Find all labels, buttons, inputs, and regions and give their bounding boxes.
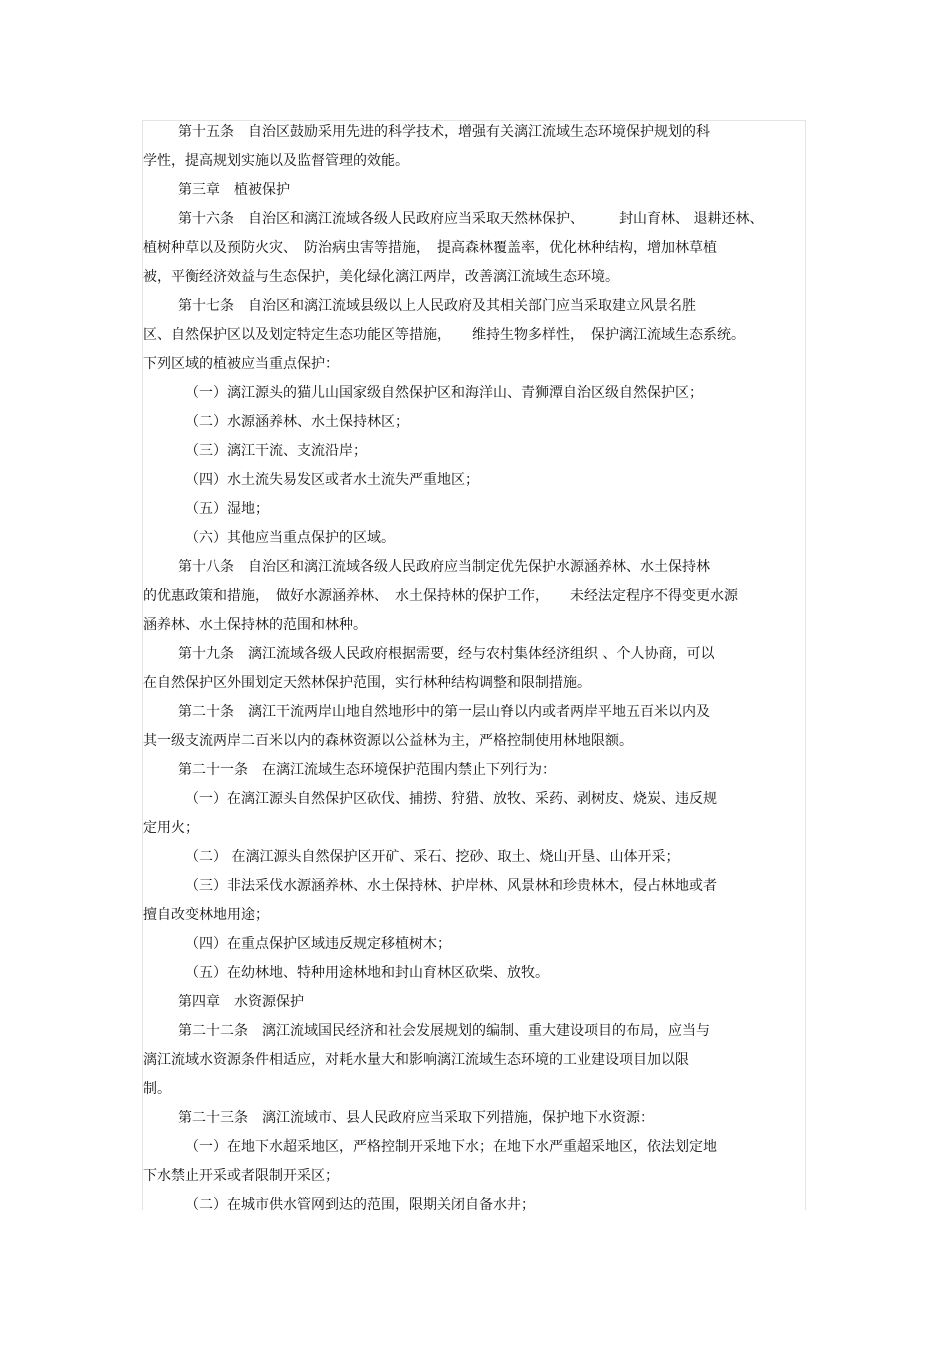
article-23-line-1: 第二十三条 漓江流域市、县人民政府应当采取下列措施，保护地下水资源： xyxy=(178,1110,654,1126)
article-17-item-6: （六）其他应当重点保护的区域。 xyxy=(185,530,395,546)
chapter-4-heading: 第四章 水资源保护 xyxy=(178,994,304,1010)
article-22-line-2: 漓江流域水资源条件相适应，对耗水量大和影响漓江流域生态环境的工业建设项目加以限 xyxy=(143,1052,689,1068)
article-19-line-1: 第十九条 漓江流域各级人民政府根据需要，经与农村集体经济组织 、个人协商，可以 xyxy=(178,646,715,662)
article-21-item-1-line-2: 定用火； xyxy=(143,820,199,836)
article-17-item-3: （三）漓江干流、支流沿岸； xyxy=(185,443,367,459)
article-21-item-5: （五）在幼林地、特种用途林地和封山育林区砍柴、放牧。 xyxy=(185,965,549,981)
article-22-line-3: 制。 xyxy=(143,1081,171,1097)
article-17-item-1: （一）漓江源头的猫儿山国家级自然保护区和海洋山、青狮潭自治区级自然保护区； xyxy=(185,385,703,401)
article-17-item-4: （四）水土流失易发区或者水土流失严重地区； xyxy=(185,472,479,488)
article-21-item-3-line-1: （三）非法采伐水源涵养林、水土保持林、护岸林、风景林和珍贵林木，侵占林地或者 xyxy=(185,878,717,894)
article-15-line-1: 第十五条 自治区鼓励采用先进的科学技术，增强有关漓江流域生态环境保护规划的科 xyxy=(178,124,710,140)
article-17-item-5: （五）湿地； xyxy=(185,501,269,517)
article-21-item-3-line-2: 擅自改变林地用途； xyxy=(143,907,269,923)
article-17-line-2: 区、自然保护区以及划定特定生态功能区等措施， 维持生物多样性， 保护漓江流域生态系统。 xyxy=(143,327,745,343)
article-21-item-1-line-1: （一）在漓江源头自然保护区砍伐、捕捞、狩猎、放牧、采药、剥树皮、烧炭、违反规 xyxy=(185,791,717,807)
article-21-item-4: （四）在重点保护区域违反规定移植树木； xyxy=(185,936,451,952)
article-23-item-1-line-1: （一）在地下水超采地区，严格控制开采地下水；在地下水严重超采地区，依法划定地 xyxy=(185,1139,717,1155)
article-17-item-2: （二）水源涵养林、水土保持林区； xyxy=(185,414,409,430)
article-19-line-2: 在自然保护区外围划定天然林保护范围，实行林种结构调整和限制措施。 xyxy=(143,675,591,691)
article-16-line-2: 植树种草以及预防火灾、 防治病虫害等措施， 提高森林覆盖率，优化林种结构，增加林草植 xyxy=(143,240,717,256)
article-15-line-2: 学性，提高规划实施以及监督管理的效能。 xyxy=(143,153,409,169)
article-18-line-3: 涵养林、水土保持林的范围和林种。 xyxy=(143,617,367,633)
chapter-3-heading: 第三章 植被保护 xyxy=(178,182,290,198)
article-23-item-1-line-2: 下水禁止开采或者限制开采区； xyxy=(143,1168,339,1184)
article-17-line-3: 下列区域的植被应当重点保护： xyxy=(143,356,339,372)
article-18-line-2: 的优惠政策和措施， 做好水源涵养林、 水土保持林的保护工作， 未经法定程序不得变更水源 xyxy=(143,588,738,604)
article-16-line-3: 被，平衡经济效益与生态保护，美化绿化漓江两岸，改善漓江流域生态环境。 xyxy=(143,269,619,285)
article-18-line-1: 第十八条 自治区和漓江流域各级人民政府应当制定优先保护水源涵养林、水土保持林 xyxy=(178,559,710,575)
article-16-line-1: 第十六条 自治区和漓江流域各级人民政府应当采取天然林保护、 封山育林、 退耕还林、 xyxy=(178,211,764,227)
article-20-line-2: 其一级支流两岸二百米以内的森林资源以公益林为主，严格控制使用林地限额。 xyxy=(143,733,633,749)
article-21-line-1: 第二十一条 在漓江流域生态环境保护范围内禁止下列行为： xyxy=(178,762,556,778)
article-23-item-2: （二）在城市供水管网到达的范围，限期关闭自备水井； xyxy=(185,1197,535,1213)
article-17-line-1: 第十七条 自治区和漓江流域县级以上人民政府及其相关部门应当采取建立风景名胜 xyxy=(178,298,696,314)
article-21-item-2: （二） 在漓江源头自然保护区开矿、采石、挖砂、取土、烧山开垦、山体开采； xyxy=(185,849,680,865)
article-20-line-1: 第二十条 漓江干流两岸山地自然地形中的第一层山脊以内或者两岸平地五百米以内及 xyxy=(178,704,710,720)
article-22-line-1: 第二十二条 漓江流域国民经济和社会发展规划的编制、重大建设项目的布局，应当与 xyxy=(178,1023,710,1039)
